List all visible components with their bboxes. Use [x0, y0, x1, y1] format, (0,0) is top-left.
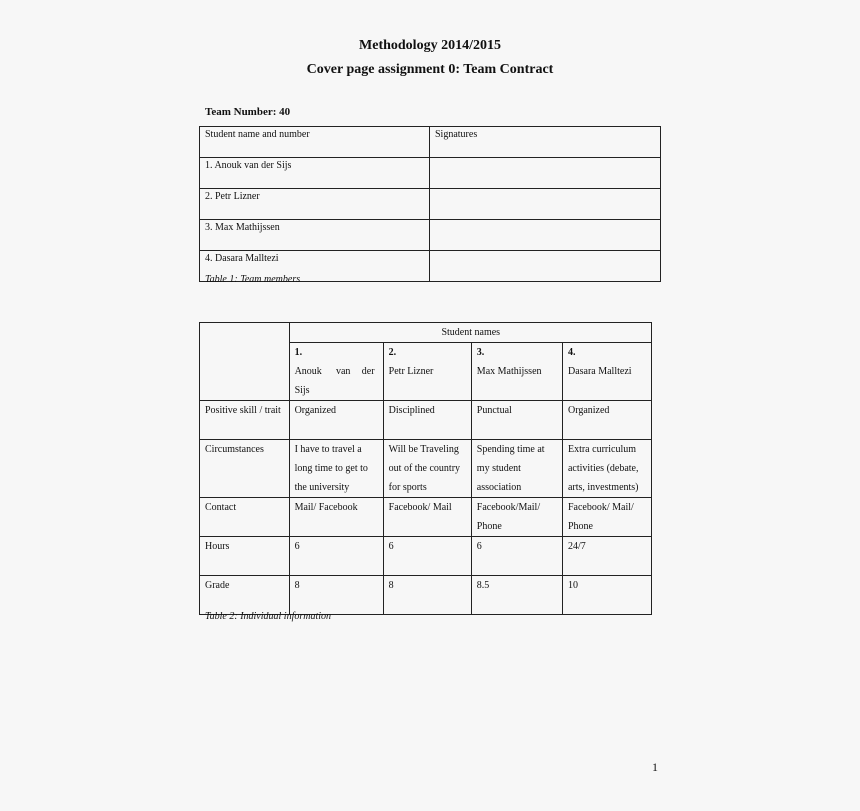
student-name: Anouk van der [294, 366, 375, 377]
empty-corner-cell [200, 323, 290, 401]
student-name-cell: 3. Max Mathijssen [200, 220, 430, 251]
student-number: 3. [476, 347, 485, 358]
table-cell: Facebook/Mail/ Phone [471, 498, 562, 537]
student-name: Petr Lizner [388, 366, 434, 377]
document-title: Methodology 2014/2015 [359, 38, 501, 53]
student-name-cell: 1. Anouk van der Sijs [200, 158, 430, 189]
row-label: Positive skill / trait [200, 401, 290, 440]
signature-cell [430, 220, 661, 251]
table-cell: Organized [562, 401, 651, 440]
table-cell: Punctual [471, 401, 562, 440]
table-row [200, 576, 652, 615]
row-label: Circumstances [200, 440, 290, 498]
header-student-name: Student name and number [200, 127, 430, 158]
signature-cell [430, 189, 661, 220]
table-row [200, 189, 661, 220]
table-cell: Will be Traveling out of the country for sports [383, 440, 471, 498]
student-names-header: Student names [289, 323, 651, 343]
header-signatures: Signatures [430, 127, 661, 158]
individual-info-table [199, 322, 652, 615]
table-cell: Facebook/ Mail/ Phone [562, 498, 651, 537]
table-row [200, 220, 661, 251]
signature-cell [430, 158, 661, 189]
table-row [200, 498, 652, 537]
document-subtitle: Cover page assignment 0: Team Contract [306, 62, 554, 77]
table-cell: Disciplined [383, 401, 471, 440]
table-cell: 24/7 [562, 537, 651, 576]
row-label: Contact [200, 498, 290, 537]
table-row [200, 158, 661, 189]
table-header-row [200, 127, 661, 158]
signature-cell [430, 251, 661, 282]
table-cell: 6 [289, 537, 383, 576]
student-number: 4. [567, 347, 576, 358]
table-cell: 6 [471, 537, 562, 576]
page-number: 1 [652, 760, 658, 774]
table-cell: I have to travel a long time to get to the university [289, 440, 383, 498]
table-cell: Organized [289, 401, 383, 440]
student-header-cell [383, 343, 471, 401]
row-label: Hours [200, 537, 290, 576]
student-header-cell [289, 343, 383, 401]
table-cell: Mail/ Facebook [289, 498, 383, 537]
table-cell: Facebook/ Mail [383, 498, 471, 537]
student-number: 1. [294, 347, 303, 358]
student-name-cell: 4. Dasara Malltezi [200, 251, 430, 282]
student-name-cell: 2. Petr Lizner [200, 189, 430, 220]
row-label: Grade [200, 576, 290, 615]
table-row [200, 440, 652, 498]
table-cell: Spending time at my student association [471, 440, 562, 498]
team-number: Team Number: 40 [205, 106, 291, 118]
table1-caption: Table 1: Team members [205, 274, 301, 285]
table-row [200, 537, 652, 576]
table-cell: Extra curriculum activities (debate, arts, investments) [562, 440, 651, 498]
table-cell: 6 [383, 537, 471, 576]
table-cell: 10 [562, 576, 651, 615]
student-name: Max Mathijssen [476, 366, 542, 377]
student-header-cell [562, 343, 651, 401]
table-row [200, 401, 652, 440]
table-cell: 8.5 [471, 576, 562, 615]
table-header-row [200, 323, 652, 343]
student-name-cont: Sijs [294, 385, 310, 396]
student-number: 2. [388, 347, 397, 358]
student-header-cell [471, 343, 562, 401]
student-name: Dasara Malltezi [567, 366, 632, 377]
table-cell: 8 [289, 576, 383, 615]
team-members-table [199, 126, 661, 282]
table-cell: 8 [383, 576, 471, 615]
table2-caption: Table 2: Individual information [205, 611, 332, 622]
